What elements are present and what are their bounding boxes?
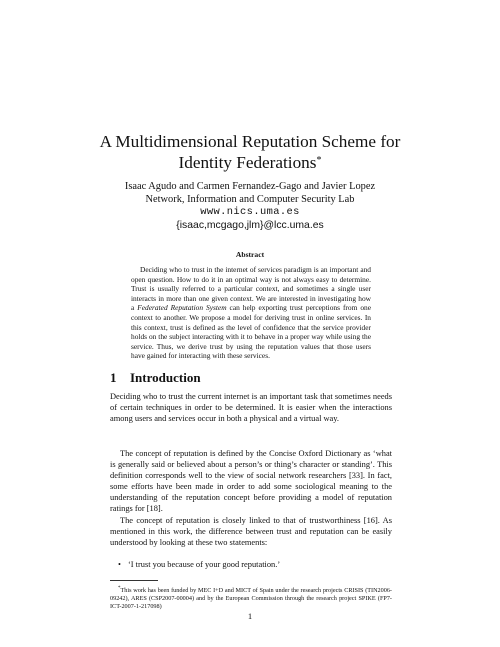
bullet-text: ‘I trust you because of your good reputation.’ xyxy=(128,560,281,569)
footnote-mark: * xyxy=(118,586,121,591)
title-footnote-mark: * xyxy=(316,155,322,166)
title-line-2 xyxy=(0,152,500,173)
section-number: 1 xyxy=(110,370,117,385)
lab-url: www.nics.uma.es xyxy=(200,206,300,218)
abstract-text-part-1: Deciding who to trust in the internet of services paradigm is an important and open question. How to do it in an optimal way is not always easy to determine. Trust is usually referred to a particular context, and sometimes a single user interacts in more than one given context. We are interested in investigating how a xyxy=(131,265,371,313)
paragraph-1: Deciding who to trust the current internet is an important task that sometimes needs of certain techniques in order to be determined. It is easier when the interactions among users and services occur in both a physical and a virtual way. xyxy=(110,392,392,424)
author-emails: {isaac,mcgago,jlm}@lcc.uma.es xyxy=(176,220,324,231)
abstract-text xyxy=(131,265,371,361)
abstract-heading: Abstract xyxy=(235,250,265,259)
paragraph-2: The concept of reputation is defined by the Concise Oxford Dictionary as ‘what is generally said or believed about a person’s or thing’s character or standing’. This definition corresponds well to the view of social network researchers [33]. In fact, some efforts have been made in order to add some sociological meaning to the understanding of the reputation concept before providing a model of reputation ratings for [18]. xyxy=(110,449,392,514)
footnote-divider xyxy=(110,580,158,581)
author-block xyxy=(0,180,500,206)
bullet-item xyxy=(118,559,280,570)
footnote xyxy=(110,585,392,612)
paper-title xyxy=(0,131,500,173)
abstract-text-part-2: can help exporting trust perceptions from one context to another. We propose a model for deriving trust in online services. In this context, trust is defined as the level of confidence that the service provider holds on the subject interacting with it to behave in a proper way while using the service. Thus, we derive trust by using the reputation values that those users have gained for interacting with these services. xyxy=(131,303,371,361)
title-line-1: A Multidimensional Reputation Scheme for xyxy=(99,132,401,151)
abstract-emphasis: Federated Reputation System xyxy=(137,303,227,313)
footnote-text: This work has been funded by MEC I+D and MICT of Spain under the research projects CRISIS (TIN2006-09242), ARES (CSP2007-00004) and by the European Commission through the research project SPIKE (FP7-ICT-2007-1-217098) xyxy=(110,587,392,611)
affiliation: Network, Information and Computer Security Lab xyxy=(145,194,355,205)
section-title: Introduction xyxy=(130,370,201,385)
paragraph-3: The concept of reputation is closely linked to that of trustworthiness [16]. As mentioned in this work, the difference between trust and reputation can be easily understood by looking at these two statements: xyxy=(110,516,392,548)
bullet-dot-icon: • xyxy=(118,560,121,569)
section-heading xyxy=(110,370,201,386)
title-line-2-text: Identity Federations xyxy=(178,153,317,172)
page-number: 1 xyxy=(247,611,253,621)
authors: Isaac Agudo and Carmen Fernandez-Gago and Javier Lopez xyxy=(124,181,376,192)
